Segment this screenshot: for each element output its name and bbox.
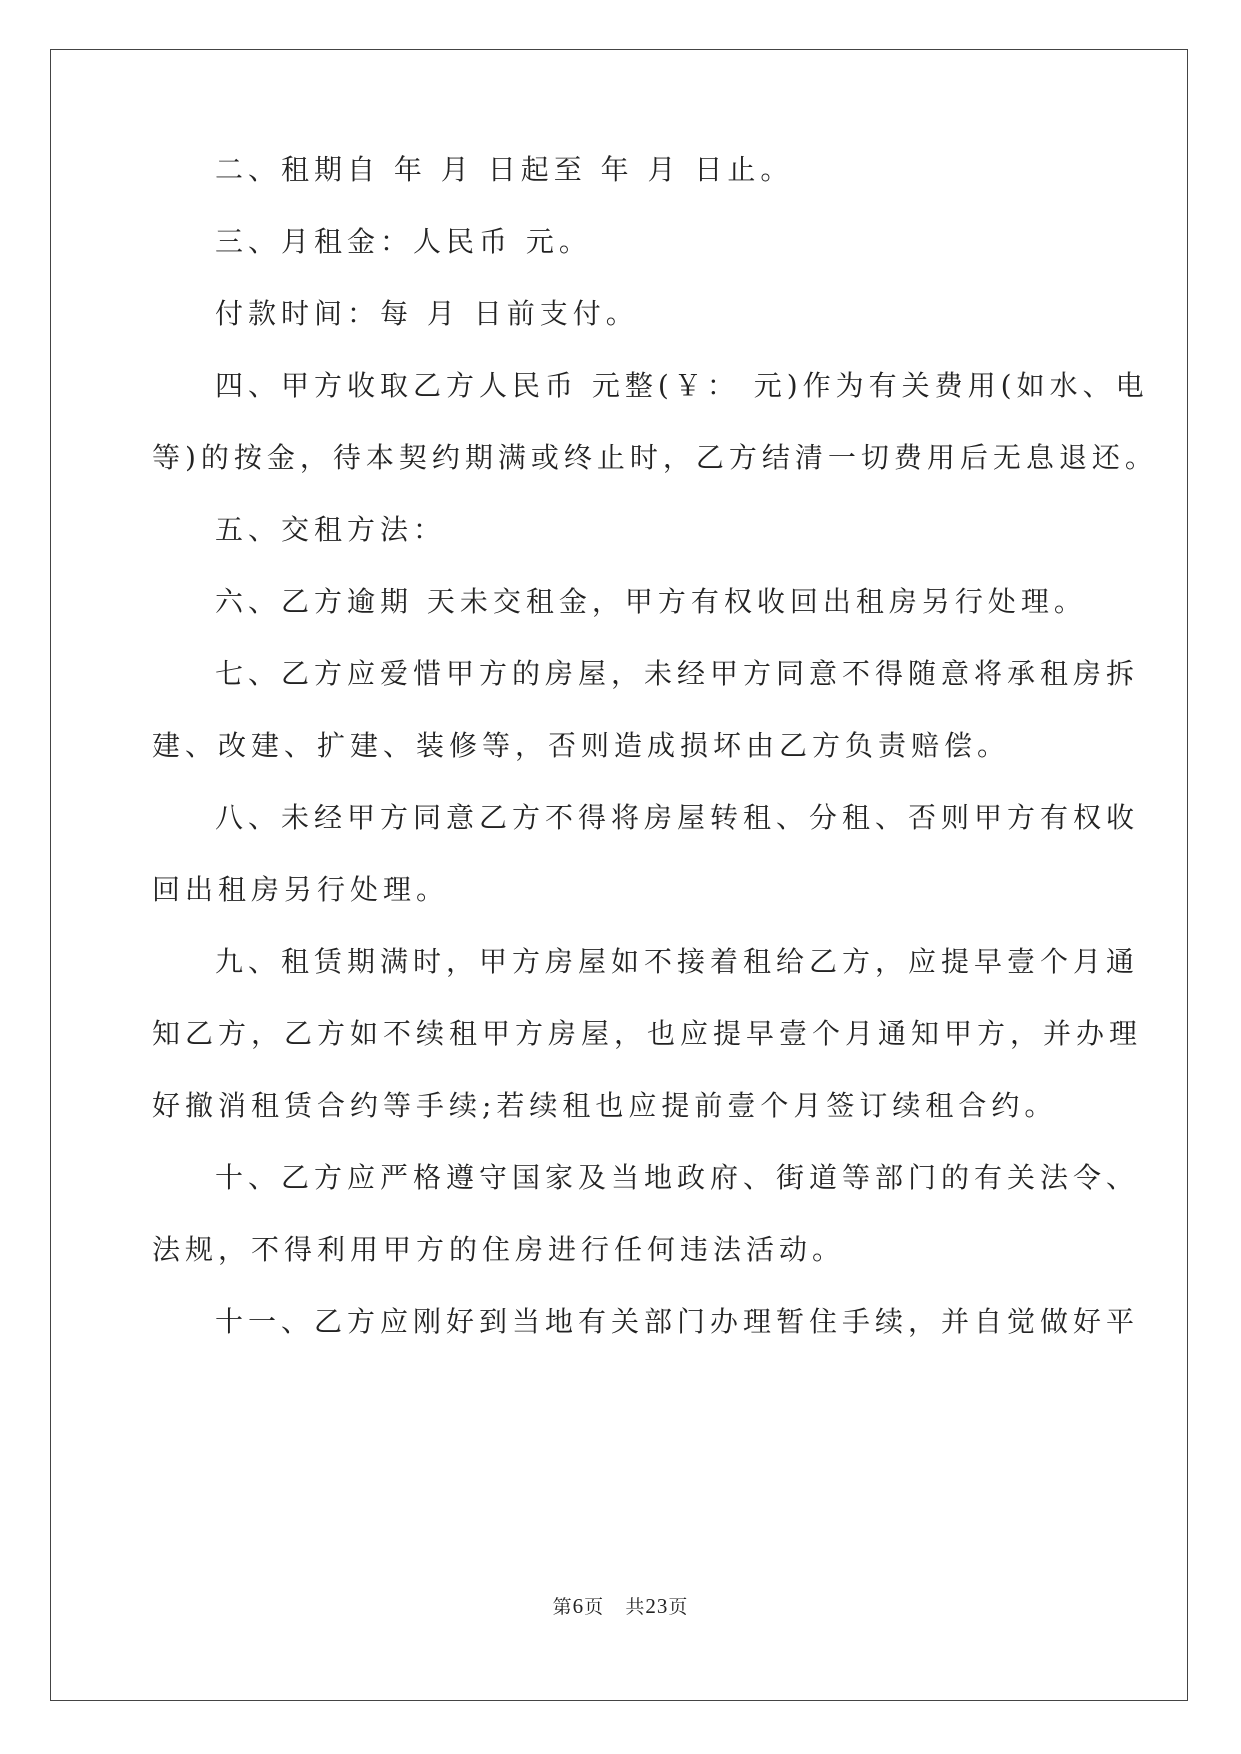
total-pages: 23 xyxy=(645,1594,669,1618)
paragraph-line: 三、月租金：人民币 元。 xyxy=(215,225,592,258)
paragraph-line: 八、未经甲方同意乙方不得将房屋转租、分租、否则甲方有权收 xyxy=(215,801,1140,834)
paragraph-line: 法规，不得利用甲方的住房进行任何违法活动。 xyxy=(152,1233,846,1266)
total-suffix: 页 xyxy=(668,1596,689,1618)
paragraph-line: 建、改建、扩建、装修等，否则造成损坏由乙方负责赔偿。 xyxy=(152,729,1011,762)
paragraph-line: 回出租房另行处理。 xyxy=(152,873,450,906)
paragraph-line: 付款时间：每 月 日前支付。 xyxy=(215,297,639,330)
page-suffix: 页 xyxy=(584,1596,605,1618)
page-prefix: 第 xyxy=(552,1596,573,1618)
total-prefix: 共 xyxy=(625,1596,646,1618)
paragraph-line: 六、乙方逾期 天未交租金，甲方有权收回出租房另行处理。 xyxy=(215,585,1087,618)
paragraph-line: 等)的按金，待本契约期满或终止时，乙方结清一切费用后无息退还。 xyxy=(152,441,1158,474)
paragraph-line: 五、交租方法： xyxy=(215,513,447,546)
paragraph-line: 好撤消租赁合约等手续;若续租也应提前壹个月签订续租合约。 xyxy=(152,1089,1058,1122)
paragraph-line: 十一、乙方应刚好到当地有关部门办理暂住手续，并自觉做好平 xyxy=(215,1305,1140,1338)
page-number: 6 xyxy=(572,1594,585,1618)
paragraph-line: 七、乙方应爱惜甲方的房屋，未经甲方同意不得随意将承租房拆 xyxy=(215,657,1140,690)
paragraph-line: 九、租赁期满时，甲方房屋如不接着租给乙方，应提早壹个月通 xyxy=(215,945,1140,978)
page-footer xyxy=(0,1592,1241,1619)
paragraph-line: 四、甲方收取乙方人民币 元整(￥： 元)作为有关费用(如水、电 xyxy=(215,369,1149,402)
paragraph-line: 十、乙方应严格遵守国家及当地政府、街道等部门的有关法令、 xyxy=(215,1161,1140,1194)
paragraph-line: 二、租期自 年 月 日起至 年 月 日止。 xyxy=(215,153,794,186)
paragraph-line: 知乙方，乙方如不续租甲方房屋，也应提早壹个月通知甲方，并办理 xyxy=(152,1017,1143,1050)
